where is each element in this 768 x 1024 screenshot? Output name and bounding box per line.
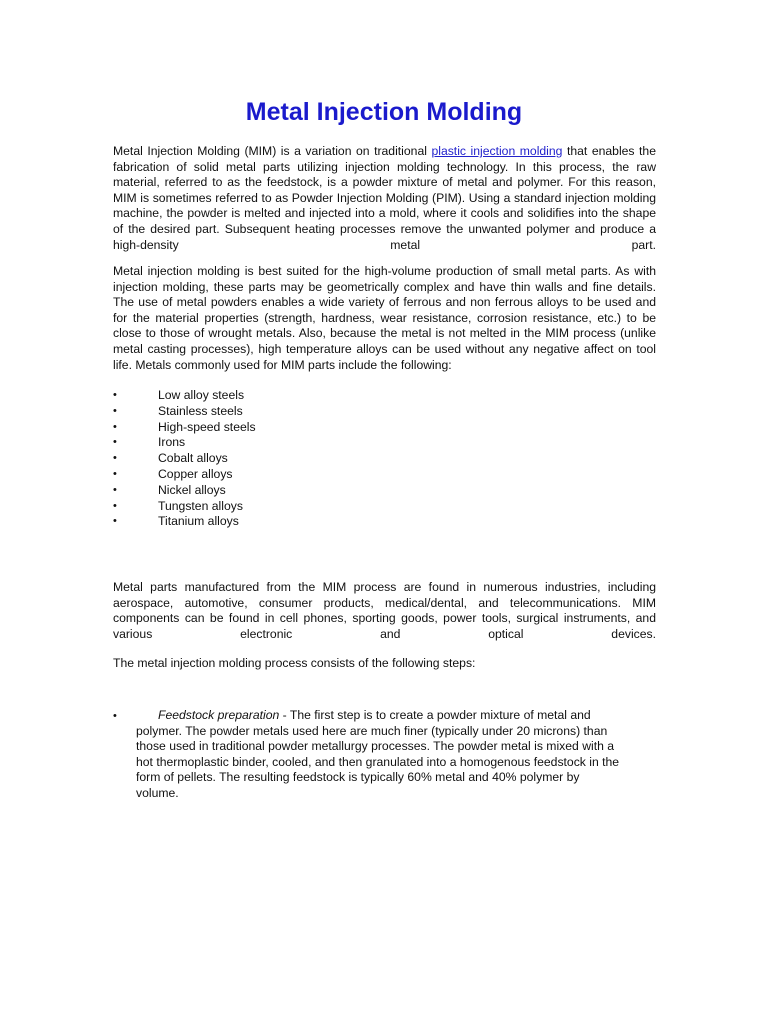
list-item: • Stainless steels [113,403,243,418]
step-text [113,708,623,802]
list-item: • Tungsten alloys [113,498,243,513]
steps-intro: The metal injection molding process consists of the following steps: [113,656,476,670]
list-item: • Copper alloys [113,466,233,481]
industries-paragraph: Metal parts manufactured from the MIM process are found in numerous industries, including aerospace, automotive, consumer products, medical/dental, and telecommunications. MIM components can be found in cell phones, sporting goods, power tools, surgical instruments, and various electronic and optical devices. [113,580,656,641]
intro-text-end: that enables the fabrication of solid metal parts utilizing injection molding technology. In this process, the raw material, referred to as the feedstock, is a powder mixture of metal and polymer. For this reason, MIM is sometimes referred to as Powder Injection Molding (PIM). Using a standard injection molding machine, the powder is melted and injected into a mold, where it cools and solidifies into the shape of the desired part. Subsequent heating processes remove the unwanted polymer and produce a high-density metal part. [113,144,656,252]
bullet-icon: • [113,420,117,433]
intro-text-start: Metal Injection Molding (MIM) is a variation on traditional [113,144,432,158]
metals-list [113,388,256,530]
bullet-icon: • [113,389,117,401]
list-item: • Low alloy steels [113,388,245,402]
list-item: • Cobalt alloys [113,451,228,466]
list-item: • Nickel alloys [113,482,226,497]
bullet-icon: • [113,710,117,722]
bullet-icon: • [113,515,117,528]
bullet-icon: • [113,467,117,480]
intro-paragraph [113,144,656,253]
list-item: • Irons [113,435,186,450]
bullet-icon: • [113,436,117,449]
suitability-paragraph: Metal injection molding is best suited for the high-volume production of small metal parts. As with injection molding, these parts may be geometrically complex and have thin walls and fine details. The use of metal powders enables a wide variety of ferrous and non ferrous alloys to be used and for the material properties (strength, hardness, wear resistance, corrosion resistance, etc.) to be close to those of wrought metals. Also, because the metal is not melted in the MIM process (unlike metal casting processes), high temperature alloys can be used without any negative affect on tool life. Metals commonly used for MIM parts include the following: [113,264,656,372]
step-item-feedstock [113,708,623,802]
step-name: Feedstock preparation [158,708,280,722]
bullet-icon: • [113,483,117,496]
plastic-injection-molding-link[interactable]: plastic injection molding [431,144,563,158]
step-description: - The first step is to create a powder mixture of metal and polymer. The powder metals used here are much finer (typically under 20 microns) than those used in traditional powder metallurgy processes. The powder metal is mixed with a hot thermoplastic binder, cooled, and then granulated into a homogenous feedstock in the form of pellets. The resulting feedstock is typically 60% metal and 40% polymer by volume. [136,708,620,800]
list-item: • Titanium alloys [113,514,239,529]
bullet-icon: • [113,499,117,512]
bullet-icon: • [113,452,117,465]
list-item: • High-speed steels [113,419,256,434]
bullet-icon: • [113,404,117,417]
page-title: Metal Injection Molding [245,98,523,126]
